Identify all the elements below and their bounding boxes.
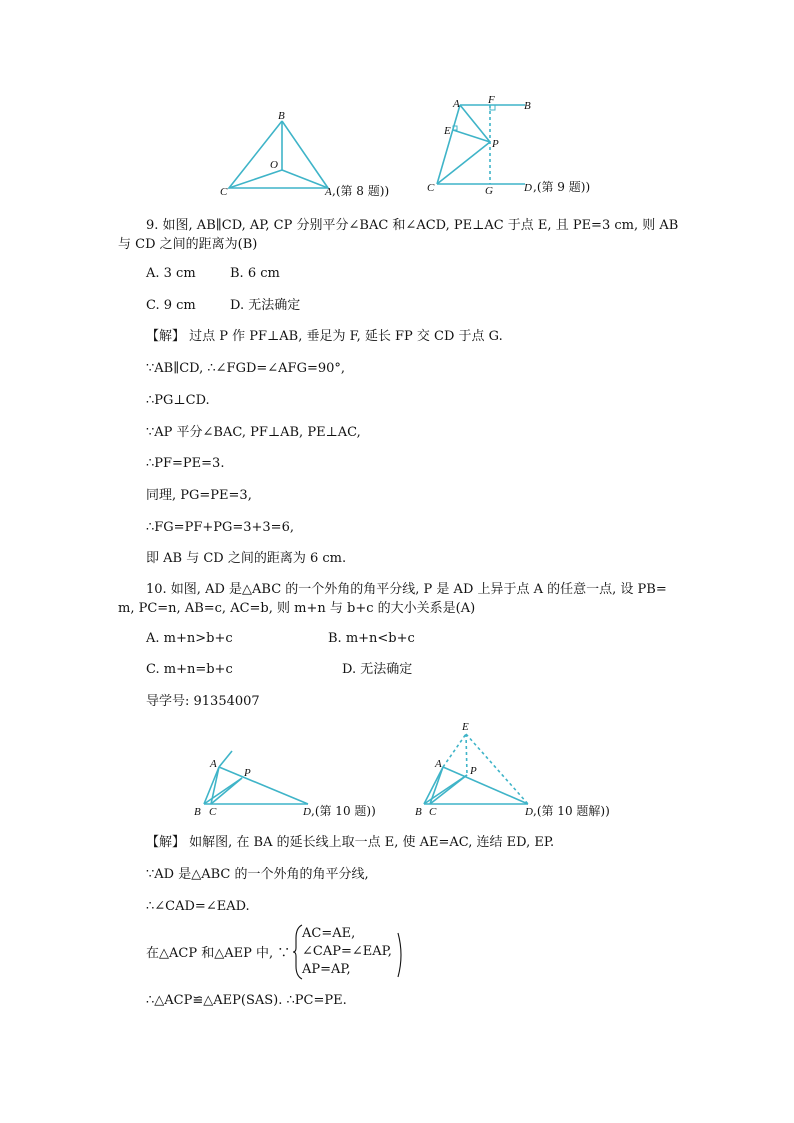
figure-q10 (190, 745, 400, 825)
q9-solution-line: ∵AP 平分∠BAC, PF⊥AB, PE⊥AC, (146, 425, 361, 440)
right-paren (397, 932, 405, 978)
svg-text:F: F (488, 94, 495, 106)
q9-solution-line: 【解】 过点 P 作 PF⊥AB, 垂足为 F, 延长 FP 交 CD 于点 G. (146, 329, 503, 344)
q9-solution-line: 即 AB 与 CD 之间的距离为 6 cm. (146, 551, 347, 566)
q9-solution-line: ∴FG=PF+PG=3+3=6, (146, 520, 294, 535)
svg-text:G: G (485, 185, 493, 197)
q10-option-a: A. m+n>b+c (146, 631, 233, 646)
q10-solution-line: ∵AD 是△ABC 的一个外角的角平分线, (146, 867, 369, 882)
svg-text:A: A (435, 758, 442, 770)
q10-conclusion: ∴△ACP≌△AEP(SAS). ∴PC=PE. (146, 993, 347, 1008)
svg-text:A: A (325, 186, 332, 198)
svg-text:O: O (270, 159, 278, 171)
system-equation: AC=AE, (302, 926, 356, 941)
svg-text:D: D (524, 182, 532, 194)
q9-option-c: C. 9 cm (146, 298, 196, 313)
q9-solution-line: ∵AB∥CD, ∴∠FGD=∠AFG=90°, (146, 361, 346, 376)
svg-text:B: B (524, 100, 531, 112)
q10-stem-line2: m, PC=n, AB=c, AC=b, 则 m+n 与 b+c 的大小关系是(A) (118, 601, 476, 616)
q9-solution-line: 同理, PG=PE=3, (146, 488, 252, 503)
svg-text:P: P (492, 138, 499, 150)
svg-text:A: A (210, 758, 217, 770)
q9-option-d: D. 无法确定 (230, 298, 301, 313)
svg-text:C: C (209, 806, 217, 818)
svg-text:P: P (244, 767, 251, 779)
q10-solution-line: ∴∠CAD=∠EAD. (146, 899, 250, 914)
q10-guide-number: 导学号: 91354007 (146, 694, 260, 709)
figure-q9 (422, 94, 622, 202)
q10-option-b: B. m+n<b+c (328, 631, 415, 646)
q9-stem-line1: 9. 如图, AB∥CD, AP, CP 分别平分∠BAC 和∠ACD, PE⊥AC 于点 E, 且 PE=3 cm, 则 AB (146, 218, 679, 233)
q9-solution-line: ∴PG⊥CD. (146, 393, 210, 408)
svg-text:E: E (444, 125, 451, 137)
figure-q8 (215, 108, 415, 203)
q10-option-c: C. m+n=b+c (146, 662, 233, 677)
q9-solution-line: ∴PF=PE=3. (146, 456, 225, 471)
svg-text:C: C (429, 806, 437, 818)
svg-text:B: B (194, 806, 201, 818)
svg-text:B: B (278, 110, 285, 122)
system-equation: AP=AP, (302, 962, 351, 977)
svg-text:A: A (453, 98, 460, 110)
svg-text:,(第 10 题)): ,(第 10 题)) (311, 804, 376, 818)
svg-text:C: C (427, 182, 435, 194)
figure-q10-solution (412, 718, 632, 825)
svg-text:P: P (470, 765, 477, 777)
q10-solution-line: 【解】 如解图, 在 BA 的延长线上取一点 E, 使 AE=AC, 连结 ED, EP. (146, 835, 555, 850)
q9-stem-line2: 与 CD 之间的距离为(B) (118, 237, 258, 252)
svg-text:C: C (220, 186, 228, 198)
svg-text:,(第 9 题)): ,(第 9 题)) (533, 180, 591, 194)
system-equation: ∠CAP=∠EAP, (302, 944, 392, 959)
svg-text:B: B (415, 806, 422, 818)
q9-option-a: A. 3 cm (146, 266, 196, 281)
svg-text:D: D (303, 806, 311, 818)
q10-stem-line1: 10. 如图, AD 是△ABC 的一个外角的角平分线, P 是 AD 上异于点 A 的任意一点, 设 PB= (146, 582, 667, 597)
svg-text:D: D (525, 806, 533, 818)
q10-option-d: D. 无法确定 (342, 662, 413, 677)
svg-text:,(第 8 题)): ,(第 8 题)) (332, 184, 390, 198)
q9-option-b: B. 6 cm (230, 266, 280, 281)
q10-system-prefix: 在△ACP 和△AEP 中, ∵ (146, 946, 291, 961)
svg-text:E: E (462, 721, 469, 733)
svg-text:,(第 10 题解)): ,(第 10 题解)) (533, 804, 610, 818)
